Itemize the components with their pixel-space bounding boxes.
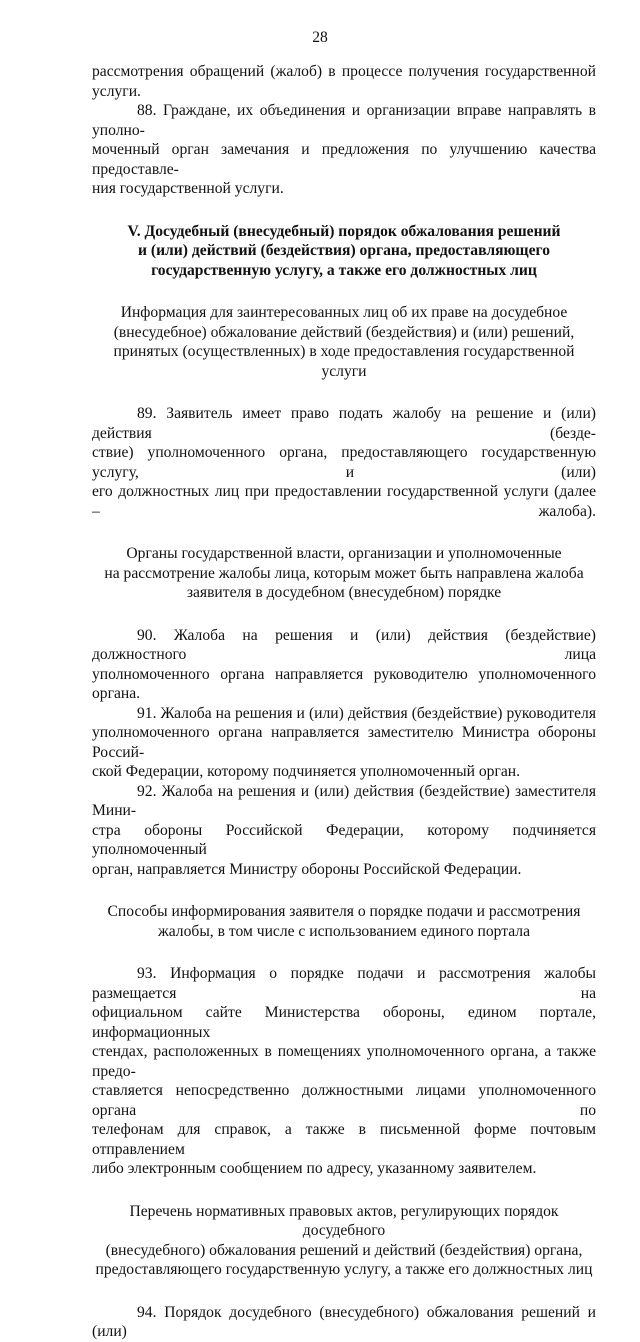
paragraph-93-line-1: 93. Информация о порядке подачи и рассмотрения жалобы размещается на: [92, 965, 596, 1002]
paragraph-92-line-3: орган, направляется Министру обороны Российской Федерации.: [92, 860, 522, 878]
paragraph-91-line-1: 91. Жалоба на решения и (или) действия (бездействие) руководителя: [137, 704, 596, 722]
subheading-ways: [92, 902, 596, 941]
subheading-legal-acts-line-1: Перечень нормативных правовых актов, регулирующих порядок досудебного: [129, 1202, 559, 1239]
subheading-organs-line-3: заявителя в досудебном (внесудебном) порядке: [186, 584, 502, 601]
section-v-heading-line-1: V. Досудебный (внесудебный) порядок обжалования решений: [127, 222, 561, 240]
paragraph-90-line-1: 90. Жалоба на решения и (или) действия (бездействие) должностного лица: [92, 626, 596, 663]
paragraph-88-line-2: моченный орган замечания и предложения по улучшению качества предоставле-: [92, 141, 596, 178]
paragraph-93-line-4: ставляется непосредственно должностными лицами уполномоченного органа по: [92, 1082, 596, 1119]
paragraph-93-line-5: телефонам для справок, а также в письменной форме почтовым отправлением: [92, 1121, 596, 1158]
paragraph-88-line-3: ния государственной услуги.: [92, 180, 284, 197]
subheading-ways-line-2: жалобы, в том числе с использованием единого портала: [157, 922, 531, 940]
paragraph-89-line-1: 89. Заявитель имеет право подать жалобу на решение и (или) действия (безде-: [92, 405, 596, 442]
subheading-information-line-1: Информация для заинтересованных лиц об их праве на досудебное: [120, 304, 568, 321]
paragraph-92-line-2: стра обороны Российской Федерации, которому подчиняется уполномоченный: [92, 821, 596, 858]
section-v-heading: [92, 222, 596, 281]
subheading-information-line-3: принятых (осуществленных) в ходе предоставления государственной услуги: [113, 343, 575, 380]
subheading-organs: [92, 544, 596, 603]
page-content: [92, 62, 596, 1342]
subheading-legal-acts: [92, 1202, 596, 1280]
paragraph-93-line-6: либо электронным сообщением по адресу, указанному заявителем.: [92, 1160, 537, 1177]
section-v-heading-line-2: и (или) действий (бездействия) органа, предоставляющего: [138, 242, 550, 259]
subheading-legal-acts-line-3: предоставляющего государственную услугу, а также его должностных лиц: [95, 1261, 593, 1278]
subheading-information: [92, 303, 596, 381]
subheading-organs-line-2: на рассмотрение жалобы лица, которым может быть направлена жалоба: [104, 564, 584, 582]
paragraph-89-line-3: его должностных лиц при предоставлении государственной услуги (далее – жалоба).: [92, 483, 596, 520]
paragraph-continuation: рассмотрения обращений (жалоб) в процессе получения государственной услуги.: [92, 63, 596, 100]
paragraph-90: [92, 626, 596, 704]
page-number: 28: [312, 29, 328, 46]
paragraph-94-line-1: 94. Порядок досудебного (внесудебного) обжалования решений и (или): [92, 1303, 596, 1340]
paragraph-92: [92, 782, 596, 880]
paragraph-93: [92, 964, 596, 1179]
paragraph-90-line-2: уполномоченного органа направляется руководителю уполномоченного органа.: [92, 665, 596, 702]
section-v-heading-line-3: государственную услугу, а также его должностных лиц: [151, 261, 537, 279]
subheading-organs-line-1: Органы государственной власти, организации и уполномоченные: [126, 545, 562, 562]
subheading-legal-acts-line-2: (внесудебного) обжалования решений и действий (бездействия) органа,: [105, 1241, 583, 1259]
paragraph-91-line-2: уполномоченного органа направляется заместителю Министра обороны Россий-: [92, 724, 596, 761]
paragraph-89: [92, 404, 596, 521]
paragraph-91: [92, 704, 596, 782]
paragraph-88: [92, 101, 596, 199]
subheading-information-line-2: (внесудебное) обжалование действий (бездействия) и (или) решений,: [113, 323, 575, 341]
paragraph-92-line-1: 92. Жалоба на решения и (или) действия (бездействие) заместителя Мини-: [92, 782, 596, 819]
paragraph-94: [92, 1303, 596, 1342]
subheading-ways-line-1: Способы информирования заявителя о порядке подачи и рассмотрения: [107, 903, 581, 920]
paragraph-93-line-2: официальном сайте Министерства обороны, едином портале, информационных: [92, 1004, 596, 1041]
paragraph-91-line-3: ской Федерации, которому подчиняется уполномоченный орган.: [92, 763, 521, 780]
paragraph-88-line-1: 88. Граждане, их объединения и организации вправе направлять в уполно-: [92, 102, 596, 139]
paragraph-93-line-3: стендах, расположенных в помещениях уполномоченного органа, а также предо-: [92, 1043, 596, 1080]
paragraph-89-line-2: ствие) уполномоченного органа, предоставляющего государственную услугу, и (или): [92, 444, 596, 481]
